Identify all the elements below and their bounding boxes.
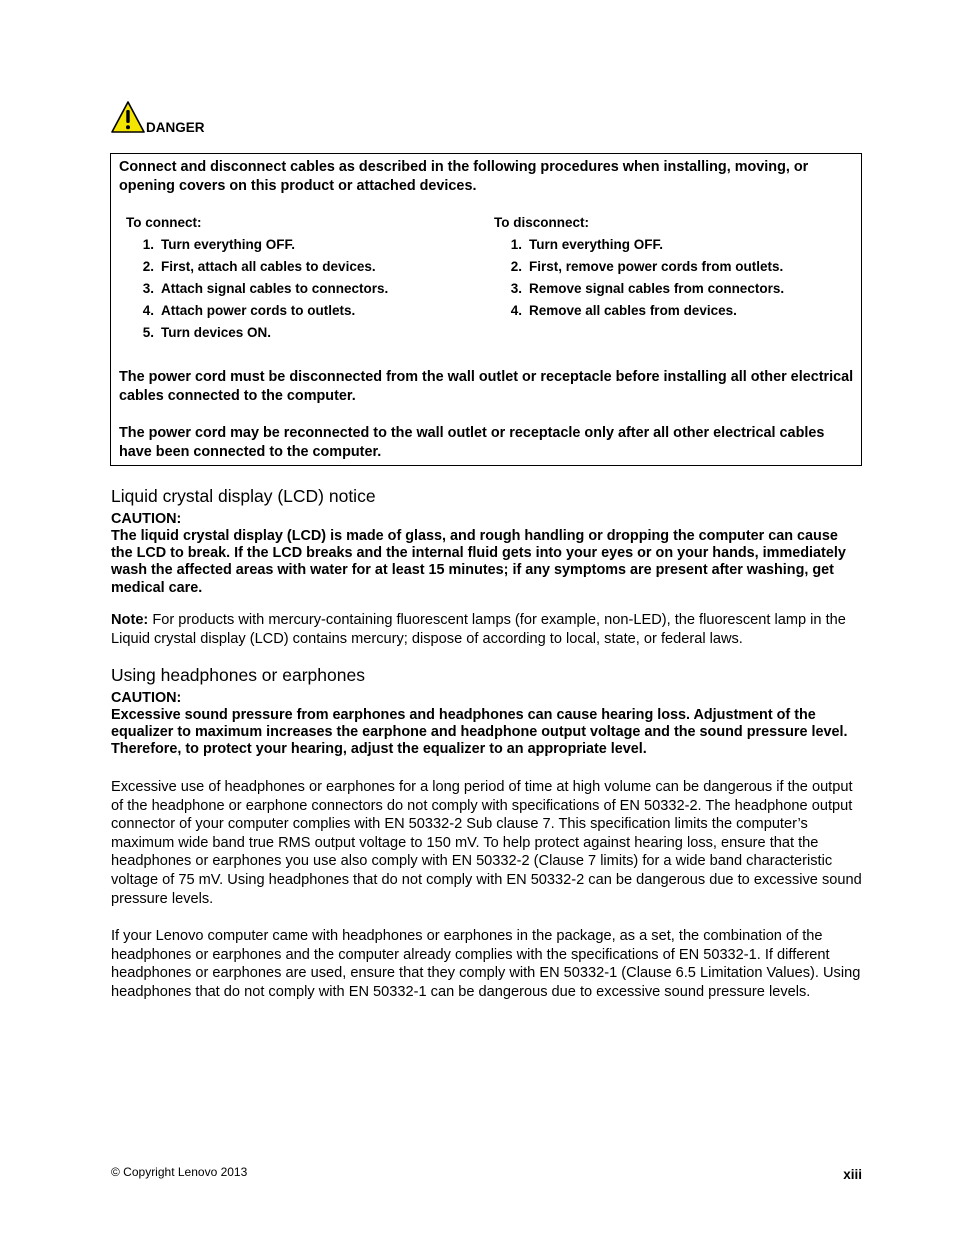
copyright: © Copyright Lenovo 2013 [111, 1165, 248, 1179]
caution-label: CAUTION: [111, 690, 182, 706]
body-paragraph: If your Lenovo computer came with headphones or earphones in the package, as a set, the combination of the headphones or earphones and the computer already complies with the specifications of EN 50332-1. If different headphones or earphones are used, ensure that they comply with EN 50332-1 (Clause 6.5 Limitation Values). Using headphones that do not comply with EN 50332-1 can be dangerous due to excessive sound pressure levels. [111, 928, 861, 1000]
caution-text: Excessive sound pressure from earphones and headphones can cause hearing loss. Adjustment of the equalizer to maximum increases the earphone and headphone output voltage and the sound pressure level. Therefore, to protect your hearing, adjust the equalizer to an appropriate level. [111, 707, 848, 758]
list-item: 1. Turn everything OFF. [510, 237, 664, 252]
caution-label: CAUTION: [111, 511, 182, 527]
danger-box [110, 153, 862, 466]
list-item: 4. Remove all cables from devices. [510, 303, 737, 318]
list-item: 2. First, attach all cables to devices. [142, 259, 376, 274]
lcd-note [111, 611, 863, 648]
danger-paragraph: The power cord may be reconnected to the wall outlet or receptacle only after all other electrical cables have been connected to the computer. [119, 425, 825, 460]
list-item: 2. First, remove power cords from outlets. [510, 259, 784, 274]
note-text: For products with mercury-containing fluorescent lamps (for example, non-LED), the fluorescent lamp in the Liquid crystal display (LCD) contains mercury; dispose of according to local, state, or federal laws. [111, 612, 846, 647]
list-item: 3. Remove signal cables from connectors. [510, 281, 785, 296]
connect-steps [126, 214, 388, 346]
disconnect-steps [494, 214, 784, 324]
section-title-lcd: Liquid crystal display (LCD) notice [111, 486, 376, 506]
danger-label: DANGER [146, 120, 205, 135]
disconnect-title: To disconnect: [494, 215, 590, 230]
list-item: 1. Turn everything OFF. [142, 237, 296, 252]
body-paragraph: Excessive use of headphones or earphones for a long period of time at high volume can be dangerous if the output of the headphone or earphone connectors do not comply with specifications of EN 50332-2. The headphone output connector of your computer complies with EN 50332-2 Sub clause 7. This specification limits the computer’s maximum wide band true RMS output voltage to 150 mV. To help protect against hearing loss, ensure that the headphones or earphones you use also comply with EN 50332-2 (Clause 7 limits) for a wide band characteristic voltage of 75 mV. Using headphones that do not comply with EN 50332-2 can be dangerous due to excessive sound pressure levels. [111, 779, 862, 907]
list-item: 3. Attach signal cables to connectors. [142, 281, 389, 296]
list-item: 5. Turn devices ON. [142, 325, 272, 340]
warning-triangle-icon [110, 100, 146, 134]
connect-title: To connect: [126, 215, 202, 230]
page-number: xiii [843, 1167, 862, 1182]
danger-paragraph: The power cord must be disconnected from the wall outlet or receptacle before installing all other electrical cables connected to the computer. [119, 369, 854, 404]
section-title-headphones: Using headphones or earphones [111, 665, 365, 685]
note-label: Note: [111, 612, 149, 628]
danger-intro: Connect and disconnect cables as described in the following procedures when installing, moving, or opening covers on this product or attached devices. [119, 159, 809, 194]
caution-text: The liquid crystal display (LCD) is made of glass, and rough handling or dropping the computer can cause the LCD to break. If the LCD breaks and the internal fluid gets into your eyes or on your hands, immediately wash the affected areas with water for at least 15 minutes; if any symptoms are present after washing, get medical care. [111, 528, 846, 596]
list-item: 4. Attach power cords to outlets. [142, 303, 356, 318]
